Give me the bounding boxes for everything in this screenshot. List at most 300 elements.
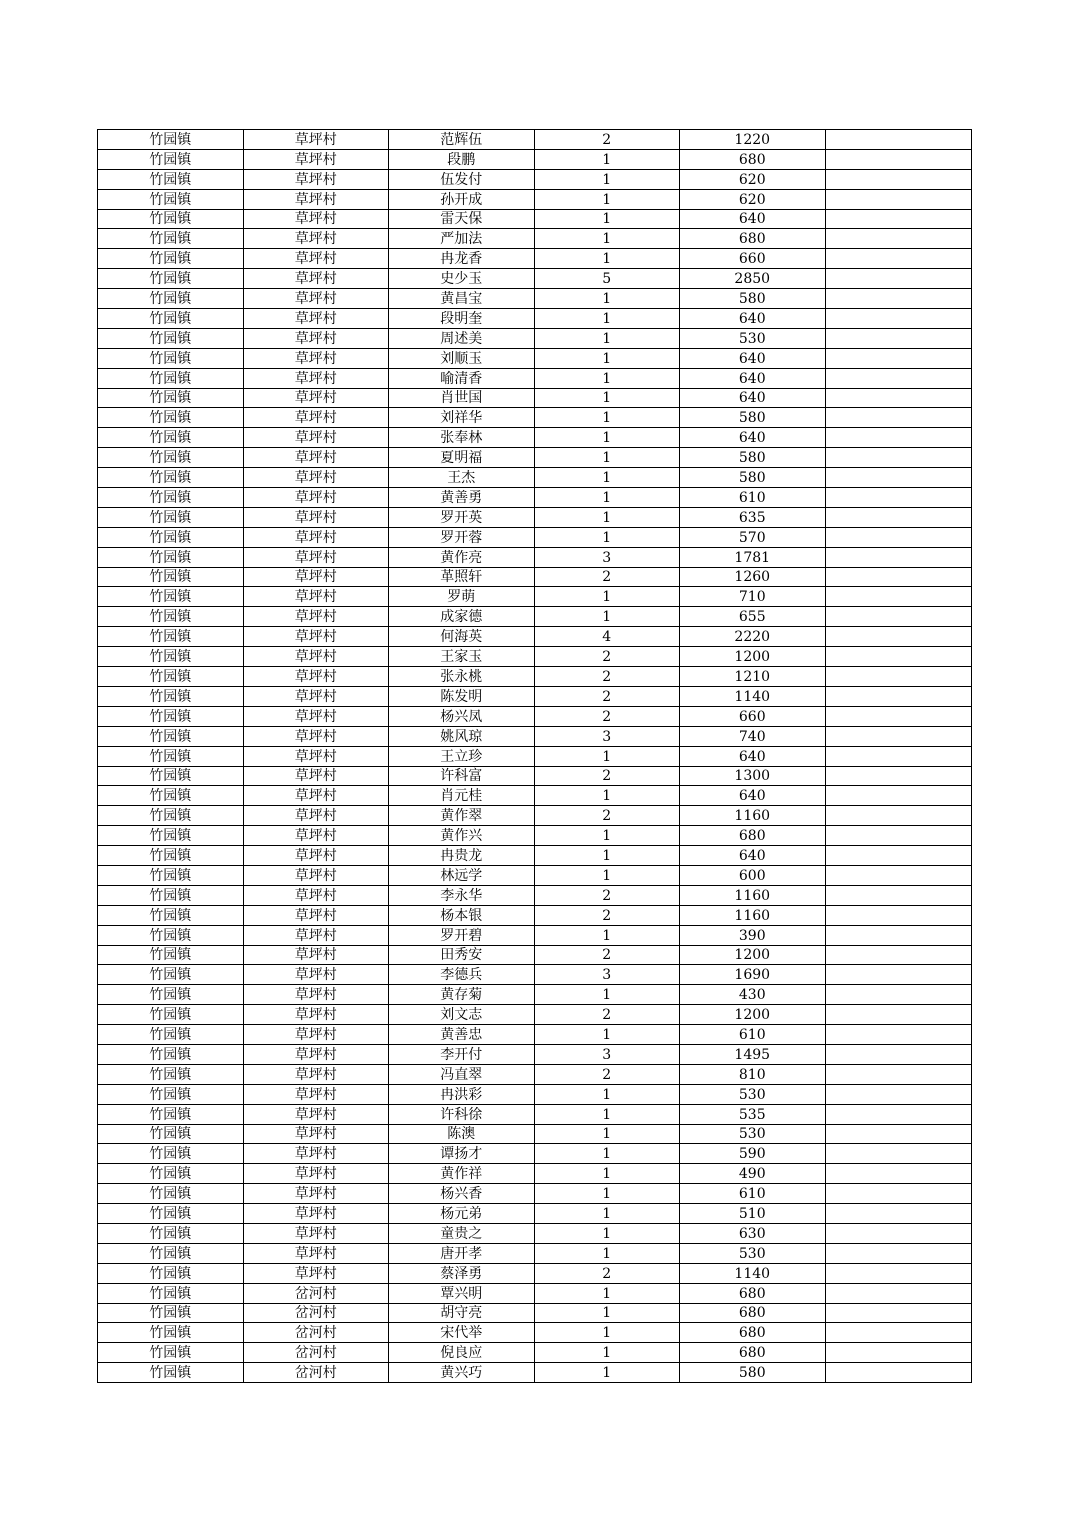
amount-cell: 680 (680, 229, 826, 249)
amount-cell: 680 (680, 826, 826, 846)
note-cell (825, 567, 972, 587)
table-row (98, 209, 972, 229)
count-cell: 1 (534, 328, 680, 348)
note-cell (825, 1104, 972, 1124)
note-cell (825, 726, 972, 746)
town-cell: 竹园镇 (98, 905, 244, 925)
amount-cell: 620 (680, 189, 826, 209)
count-cell: 2 (534, 667, 680, 687)
name-cell: 张永桃 (389, 667, 535, 687)
village-cell: 草坪村 (243, 468, 389, 488)
table-row (98, 428, 972, 448)
table-row (98, 826, 972, 846)
name-cell: 雷天保 (389, 209, 535, 229)
table-row (98, 249, 972, 269)
count-cell: 2 (534, 806, 680, 826)
name-cell: 李开付 (389, 1044, 535, 1064)
count-cell: 1 (534, 1104, 680, 1124)
town-cell: 竹园镇 (98, 1223, 244, 1243)
count-cell: 1 (534, 388, 680, 408)
table-row (98, 706, 972, 726)
village-cell: 草坪村 (243, 925, 389, 945)
count-cell: 2 (534, 1005, 680, 1025)
table-row (98, 686, 972, 706)
town-cell: 竹园镇 (98, 1263, 244, 1283)
count-cell: 1 (534, 1303, 680, 1323)
count-cell: 5 (534, 269, 680, 289)
village-cell: 草坪村 (243, 1223, 389, 1243)
count-cell: 3 (534, 1044, 680, 1064)
name-cell: 陈发明 (389, 686, 535, 706)
count-cell: 1 (534, 149, 680, 169)
table-row (98, 169, 972, 189)
note-cell (825, 1323, 972, 1343)
name-cell: 罗开碧 (389, 925, 535, 945)
amount-cell: 580 (680, 1363, 826, 1383)
amount-cell: 610 (680, 1184, 826, 1204)
table-row (98, 746, 972, 766)
table-row (98, 1025, 972, 1045)
table-row (98, 925, 972, 945)
note-cell (825, 985, 972, 1005)
name-cell: 胡守亮 (389, 1303, 535, 1323)
town-cell: 竹园镇 (98, 746, 244, 766)
amount-cell: 1160 (680, 806, 826, 826)
table-row (98, 1164, 972, 1184)
note-cell (825, 1144, 972, 1164)
table-row (98, 388, 972, 408)
village-cell: 草坪村 (243, 627, 389, 647)
count-cell: 1 (534, 189, 680, 209)
note-cell (825, 309, 972, 329)
town-cell: 竹园镇 (98, 130, 244, 150)
count-cell: 2 (534, 905, 680, 925)
count-cell: 1 (534, 1084, 680, 1104)
note-cell (825, 786, 972, 806)
name-cell: 史少玉 (389, 269, 535, 289)
amount-cell: 580 (680, 468, 826, 488)
town-cell: 竹园镇 (98, 1064, 244, 1084)
name-cell: 罗开蓉 (389, 527, 535, 547)
count-cell: 2 (534, 686, 680, 706)
name-cell: 段鹏 (389, 149, 535, 169)
table-row (98, 1223, 972, 1243)
amount-cell: 1300 (680, 766, 826, 786)
name-cell: 黄作翠 (389, 806, 535, 826)
village-cell: 草坪村 (243, 587, 389, 607)
amount-cell: 640 (680, 846, 826, 866)
village-cell: 草坪村 (243, 1184, 389, 1204)
amount-cell: 1210 (680, 667, 826, 687)
town-cell: 竹园镇 (98, 726, 244, 746)
town-cell: 竹园镇 (98, 766, 244, 786)
amount-cell: 680 (680, 1303, 826, 1323)
name-cell: 伍发付 (389, 169, 535, 189)
note-cell (825, 766, 972, 786)
amount-cell: 1200 (680, 647, 826, 667)
count-cell: 1 (534, 507, 680, 527)
note-cell (825, 348, 972, 368)
note-cell (825, 647, 972, 667)
note-cell (825, 388, 972, 408)
name-cell: 许科徐 (389, 1104, 535, 1124)
village-cell: 草坪村 (243, 328, 389, 348)
village-cell: 草坪村 (243, 309, 389, 329)
note-cell (825, 1025, 972, 1045)
town-cell: 竹园镇 (98, 209, 244, 229)
amount-cell: 530 (680, 1243, 826, 1263)
town-cell: 竹园镇 (98, 826, 244, 846)
count-cell: 1 (534, 428, 680, 448)
count-cell: 2 (534, 766, 680, 786)
village-cell: 草坪村 (243, 865, 389, 885)
village-cell: 草坪村 (243, 706, 389, 726)
town-cell: 竹园镇 (98, 1084, 244, 1104)
count-cell: 1 (534, 846, 680, 866)
count-cell: 2 (534, 885, 680, 905)
amount-cell: 680 (680, 1343, 826, 1363)
town-cell: 竹园镇 (98, 627, 244, 647)
village-cell: 草坪村 (243, 1005, 389, 1025)
note-cell (825, 428, 972, 448)
village-cell: 草坪村 (243, 945, 389, 965)
town-cell: 竹园镇 (98, 1243, 244, 1263)
table-row (98, 905, 972, 925)
table-row (98, 1044, 972, 1064)
amount-cell: 1495 (680, 1044, 826, 1064)
village-cell: 草坪村 (243, 169, 389, 189)
table-row (98, 289, 972, 309)
village-cell: 草坪村 (243, 826, 389, 846)
name-cell: 王立珍 (389, 746, 535, 766)
table-row (98, 865, 972, 885)
table-row (98, 985, 972, 1005)
town-cell: 竹园镇 (98, 169, 244, 189)
town-cell: 竹园镇 (98, 1104, 244, 1124)
note-cell (825, 1064, 972, 1084)
count-cell: 2 (534, 130, 680, 150)
village-cell: 草坪村 (243, 885, 389, 905)
name-cell: 周述美 (389, 328, 535, 348)
name-cell: 段明奎 (389, 309, 535, 329)
table-row (98, 1064, 972, 1084)
count-cell: 1 (534, 786, 680, 806)
count-cell: 1 (534, 1363, 680, 1383)
town-cell: 竹园镇 (98, 587, 244, 607)
village-cell: 草坪村 (243, 209, 389, 229)
name-cell: 肖元桂 (389, 786, 535, 806)
town-cell: 竹园镇 (98, 945, 244, 965)
name-cell: 杨元弟 (389, 1204, 535, 1224)
town-cell: 竹园镇 (98, 149, 244, 169)
town-cell: 竹园镇 (98, 249, 244, 269)
village-cell: 草坪村 (243, 1164, 389, 1184)
town-cell: 竹园镇 (98, 846, 244, 866)
name-cell: 田秀安 (389, 945, 535, 965)
amount-cell: 630 (680, 1223, 826, 1243)
note-cell (825, 547, 972, 567)
town-cell: 竹园镇 (98, 885, 244, 905)
village-cell: 草坪村 (243, 905, 389, 925)
name-cell: 黄兴巧 (389, 1363, 535, 1383)
village-cell: 草坪村 (243, 507, 389, 527)
village-cell: 草坪村 (243, 527, 389, 547)
village-cell: 岔河村 (243, 1323, 389, 1343)
table-row (98, 229, 972, 249)
table-row (98, 1323, 972, 1343)
table-row (98, 1263, 972, 1283)
town-cell: 竹园镇 (98, 1303, 244, 1323)
town-cell: 竹园镇 (98, 965, 244, 985)
name-cell: 冉贵龙 (389, 846, 535, 866)
amount-cell: 570 (680, 527, 826, 547)
table-row (98, 468, 972, 488)
table-row (98, 1184, 972, 1204)
amount-cell: 710 (680, 587, 826, 607)
village-cell: 草坪村 (243, 766, 389, 786)
count-cell: 2 (534, 1263, 680, 1283)
name-cell: 刘祥华 (389, 408, 535, 428)
table-row (98, 309, 972, 329)
village-cell: 草坪村 (243, 985, 389, 1005)
town-cell: 竹园镇 (98, 985, 244, 1005)
village-cell: 草坪村 (243, 806, 389, 826)
table-row (98, 328, 972, 348)
count-cell: 1 (534, 985, 680, 1005)
amount-cell: 640 (680, 348, 826, 368)
amount-cell: 1690 (680, 965, 826, 985)
village-cell: 草坪村 (243, 607, 389, 627)
name-cell: 成家德 (389, 607, 535, 627)
village-cell: 草坪村 (243, 547, 389, 567)
village-cell: 草坪村 (243, 289, 389, 309)
name-cell: 王家玉 (389, 647, 535, 667)
count-cell: 1 (534, 348, 680, 368)
town-cell: 竹园镇 (98, 865, 244, 885)
town-cell: 竹园镇 (98, 1044, 244, 1064)
town-cell: 竹园镇 (98, 348, 244, 368)
table-row (98, 368, 972, 388)
village-cell: 草坪村 (243, 846, 389, 866)
name-cell: 肖世国 (389, 388, 535, 408)
note-cell (825, 1283, 972, 1303)
name-cell: 杨兴凤 (389, 706, 535, 726)
village-cell: 草坪村 (243, 686, 389, 706)
note-cell (825, 488, 972, 508)
village-cell: 草坪村 (243, 388, 389, 408)
table-row (98, 945, 972, 965)
count-cell: 1 (534, 488, 680, 508)
town-cell: 竹园镇 (98, 607, 244, 627)
name-cell: 冉洪彩 (389, 1084, 535, 1104)
town-cell: 竹园镇 (98, 1363, 244, 1383)
name-cell: 杨本银 (389, 905, 535, 925)
table-row (98, 1243, 972, 1263)
amount-cell: 2850 (680, 269, 826, 289)
town-cell: 竹园镇 (98, 507, 244, 527)
note-cell (825, 209, 972, 229)
count-cell: 1 (534, 587, 680, 607)
count-cell: 1 (534, 527, 680, 547)
table-row (98, 567, 972, 587)
town-cell: 竹园镇 (98, 388, 244, 408)
village-cell: 草坪村 (243, 965, 389, 985)
name-cell: 黄存菊 (389, 985, 535, 1005)
table-row (98, 786, 972, 806)
count-cell: 1 (534, 1124, 680, 1144)
count-cell: 1 (534, 1184, 680, 1204)
town-cell: 竹园镇 (98, 1323, 244, 1343)
count-cell: 1 (534, 209, 680, 229)
note-cell (825, 169, 972, 189)
name-cell: 冯直翠 (389, 1064, 535, 1084)
amount-cell: 390 (680, 925, 826, 945)
name-cell: 王杰 (389, 468, 535, 488)
amount-cell: 535 (680, 1104, 826, 1124)
town-cell: 竹园镇 (98, 289, 244, 309)
note-cell (825, 149, 972, 169)
amount-cell: 1781 (680, 547, 826, 567)
amount-cell: 680 (680, 149, 826, 169)
count-cell: 3 (534, 547, 680, 567)
name-cell: 黄作兴 (389, 826, 535, 846)
village-cell: 岔河村 (243, 1283, 389, 1303)
amount-cell: 1140 (680, 686, 826, 706)
note-cell (825, 368, 972, 388)
amount-cell: 1140 (680, 1263, 826, 1283)
village-cell: 草坪村 (243, 1263, 389, 1283)
name-cell: 刘顺玉 (389, 348, 535, 368)
count-cell: 1 (534, 1144, 680, 1164)
note-cell (825, 1303, 972, 1323)
town-cell: 竹园镇 (98, 1184, 244, 1204)
village-cell: 草坪村 (243, 1124, 389, 1144)
village-cell: 草坪村 (243, 786, 389, 806)
name-cell: 黄善忠 (389, 1025, 535, 1045)
table-row (98, 448, 972, 468)
table-body (98, 130, 972, 1383)
name-cell: 童贵之 (389, 1223, 535, 1243)
town-cell: 竹园镇 (98, 647, 244, 667)
amount-cell: 640 (680, 746, 826, 766)
town-cell: 竹园镇 (98, 488, 244, 508)
count-cell: 1 (534, 607, 680, 627)
note-cell (825, 667, 972, 687)
village-cell: 草坪村 (243, 448, 389, 468)
table-row (98, 408, 972, 428)
town-cell: 竹园镇 (98, 309, 244, 329)
town-cell: 竹园镇 (98, 1144, 244, 1164)
table-row (98, 1204, 972, 1224)
name-cell: 唐开孝 (389, 1243, 535, 1263)
note-cell (825, 1164, 972, 1184)
village-cell: 岔河村 (243, 1303, 389, 1323)
note-cell (825, 686, 972, 706)
table-row (98, 507, 972, 527)
count-cell: 2 (534, 1064, 680, 1084)
note-cell (825, 587, 972, 607)
note-cell (825, 189, 972, 209)
note-cell (825, 945, 972, 965)
amount-cell: 640 (680, 428, 826, 448)
table-row (98, 269, 972, 289)
count-cell: 1 (534, 249, 680, 269)
table-row (98, 149, 972, 169)
table-row (98, 607, 972, 627)
note-cell (825, 1223, 972, 1243)
count-cell: 1 (534, 448, 680, 468)
amount-cell: 580 (680, 448, 826, 468)
amount-cell: 1260 (680, 567, 826, 587)
town-cell: 竹园镇 (98, 1283, 244, 1303)
table-row (98, 1104, 972, 1124)
note-cell (825, 746, 972, 766)
village-cell: 草坪村 (243, 149, 389, 169)
note-cell (825, 468, 972, 488)
note-cell (825, 408, 972, 428)
note-cell (825, 826, 972, 846)
note-cell (825, 1084, 972, 1104)
village-cell: 草坪村 (243, 567, 389, 587)
town-cell: 竹园镇 (98, 547, 244, 567)
note-cell (825, 1243, 972, 1263)
amount-cell: 1200 (680, 1005, 826, 1025)
town-cell: 竹园镇 (98, 368, 244, 388)
village-cell: 草坪村 (243, 269, 389, 289)
table-row (98, 130, 972, 150)
village-cell: 岔河村 (243, 1343, 389, 1363)
table-row (98, 885, 972, 905)
village-cell: 草坪村 (243, 368, 389, 388)
count-cell: 1 (534, 826, 680, 846)
table-row (98, 726, 972, 746)
count-cell: 1 (534, 1343, 680, 1363)
village-cell: 草坪村 (243, 1064, 389, 1084)
count-cell: 1 (534, 1164, 680, 1184)
town-cell: 竹园镇 (98, 1005, 244, 1025)
amount-cell: 490 (680, 1164, 826, 1184)
town-cell: 竹园镇 (98, 468, 244, 488)
town-cell: 竹园镇 (98, 925, 244, 945)
count-cell: 1 (534, 1204, 680, 1224)
name-cell: 黄昌宝 (389, 289, 535, 309)
town-cell: 竹园镇 (98, 1124, 244, 1144)
note-cell (825, 1005, 972, 1025)
town-cell: 竹园镇 (98, 408, 244, 428)
note-cell (825, 846, 972, 866)
village-cell: 草坪村 (243, 1243, 389, 1263)
table-row (98, 1283, 972, 1303)
name-cell: 谭扬才 (389, 1144, 535, 1164)
village-cell: 草坪村 (243, 229, 389, 249)
count-cell: 1 (534, 1025, 680, 1045)
count-cell: 1 (534, 1283, 680, 1303)
count-cell: 3 (534, 726, 680, 746)
note-cell (825, 885, 972, 905)
village-cell: 草坪村 (243, 1044, 389, 1064)
name-cell: 罗开英 (389, 507, 535, 527)
amount-cell: 1160 (680, 905, 826, 925)
name-cell: 冉龙香 (389, 249, 535, 269)
count-cell: 1 (534, 368, 680, 388)
name-cell: 黄作亮 (389, 547, 535, 567)
note-cell (825, 229, 972, 249)
village-cell: 草坪村 (243, 1144, 389, 1164)
name-cell: 陈澳 (389, 1124, 535, 1144)
amount-cell: 2220 (680, 627, 826, 647)
amount-cell: 740 (680, 726, 826, 746)
note-cell (825, 905, 972, 925)
